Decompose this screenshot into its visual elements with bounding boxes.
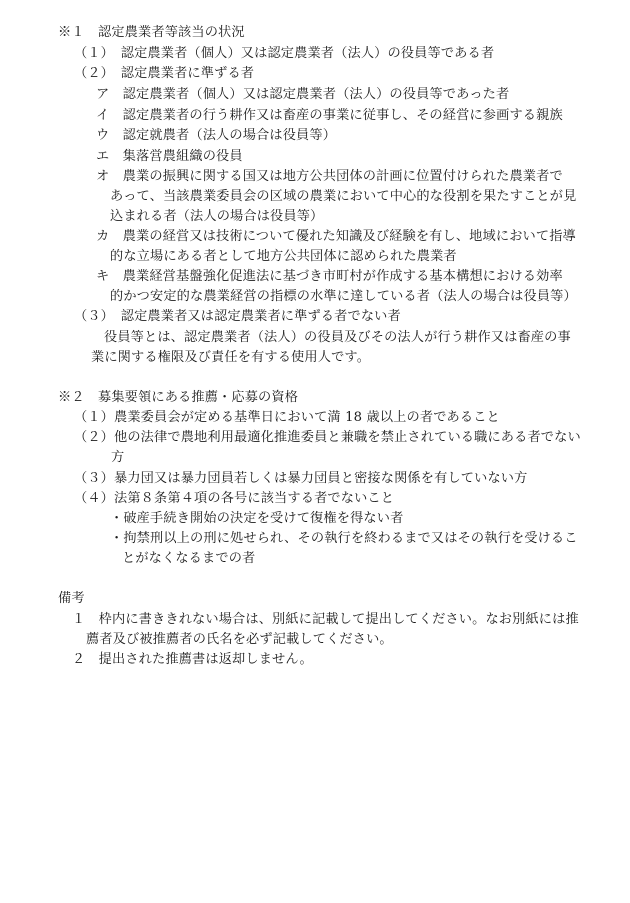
note2-item-2-line2: 方 xyxy=(111,450,125,465)
note1-heading: ※１ 認定農業者等該当の状況 xyxy=(58,25,245,40)
note1-sub-o-line1: オ 農業の振興に関する国又は地方公共団体の計画に位置付けられた農業者で xyxy=(96,169,563,184)
note2-item-1: （１）農業委員会が定める基準日において満 18 歳以上の者であること xyxy=(74,410,500,425)
note1-sub-e: エ 集落営農組織の役員 xyxy=(96,149,243,164)
note2-bullet-1: ・破産手続き開始の決定を受けて復権を得ない者 xyxy=(110,511,404,526)
remarks-item-1-line1: １ 枠内に書ききれない場合は、別紙に記載して提出してください。なお別紙には推 xyxy=(72,612,579,627)
remarks-item-2: ２ 提出された推薦書は返却しません。 xyxy=(72,652,313,667)
remarks-heading: 備考 xyxy=(58,591,85,606)
note1-sub-ka-line2: 的な立場にある者として地方公共団体に認められた農業者 xyxy=(110,249,457,264)
note1-sub-a: ア 認定農業者（個人）又は認定農業者（法人）の役員等であった者 xyxy=(96,87,510,102)
note1-sub-ka-line1: カ 農業の経営又は技術について優れた知識及び経験を有し、地域において指導 xyxy=(96,229,576,244)
note1-item-3-desc-line1: 役員等とは、認定農業者（法人）の役員及びその法人が行う耕作又は畜産の事 xyxy=(104,330,571,345)
note2-heading: ※２ 募集要領にある推薦・応募の資格 xyxy=(58,390,299,405)
note2-item-3: （３）暴力団又は暴力団員若しくは暴力団員と密接な関係を有していない方 xyxy=(74,471,528,486)
note1-sub-ki-line2: 的かつ安定的な農業経営の指標の水準に達している者（法人の場合は役員等） xyxy=(110,289,577,304)
remarks-item-1-line2: 薦者及び被推薦者の氏名を必ず記載してください。 xyxy=(86,632,393,647)
note2-item-4: （４）法第８条第４項の各号に該当する者でないこと xyxy=(74,491,395,506)
note1-item-1: （１） 認定農業者（個人）又は認定農業者（法人）の役員等である者 xyxy=(74,46,495,61)
note2-bullet-2-line2: とがなくなるまでの者 xyxy=(122,551,256,566)
note1-item-2: （２） 認定農業者に準ずる者 xyxy=(74,66,255,81)
note2-item-2-line1: （２）他の法律で農地利用最適化推進委員と兼職を禁止されている職にある者でない xyxy=(74,430,581,445)
note1-sub-u: ウ 認定就農者（法人の場合は役員等） xyxy=(96,128,337,143)
note1-item-3: （３） 認定農業者又は認定農業者に準ずる者でない者 xyxy=(74,309,401,324)
note2-bullet-2-line1: ・拘禁刑以上の刑に処せられ、その執行を終わるまで又はその執行を受けるこ xyxy=(110,531,578,546)
note1-sub-o-line3: 込まれる者（法人の場合は役員等） xyxy=(110,209,324,224)
note1-sub-o-line2: あって、当該農業委員会の区域の農業において中心的な役割を果たすことが見 xyxy=(110,189,577,204)
note1-item-3-desc-line2: 業に関する権限及び責任を有する使用人です。 xyxy=(91,350,371,365)
note1-sub-ki-line1: キ 農業経営基盤強化促進法に基づき市町村が作成する基本構想における効率 xyxy=(96,269,563,284)
note1-sub-i: イ 認定農業者の行う耕作又は畜産の事業に従事し、その経営に参画する親族 xyxy=(96,108,563,123)
